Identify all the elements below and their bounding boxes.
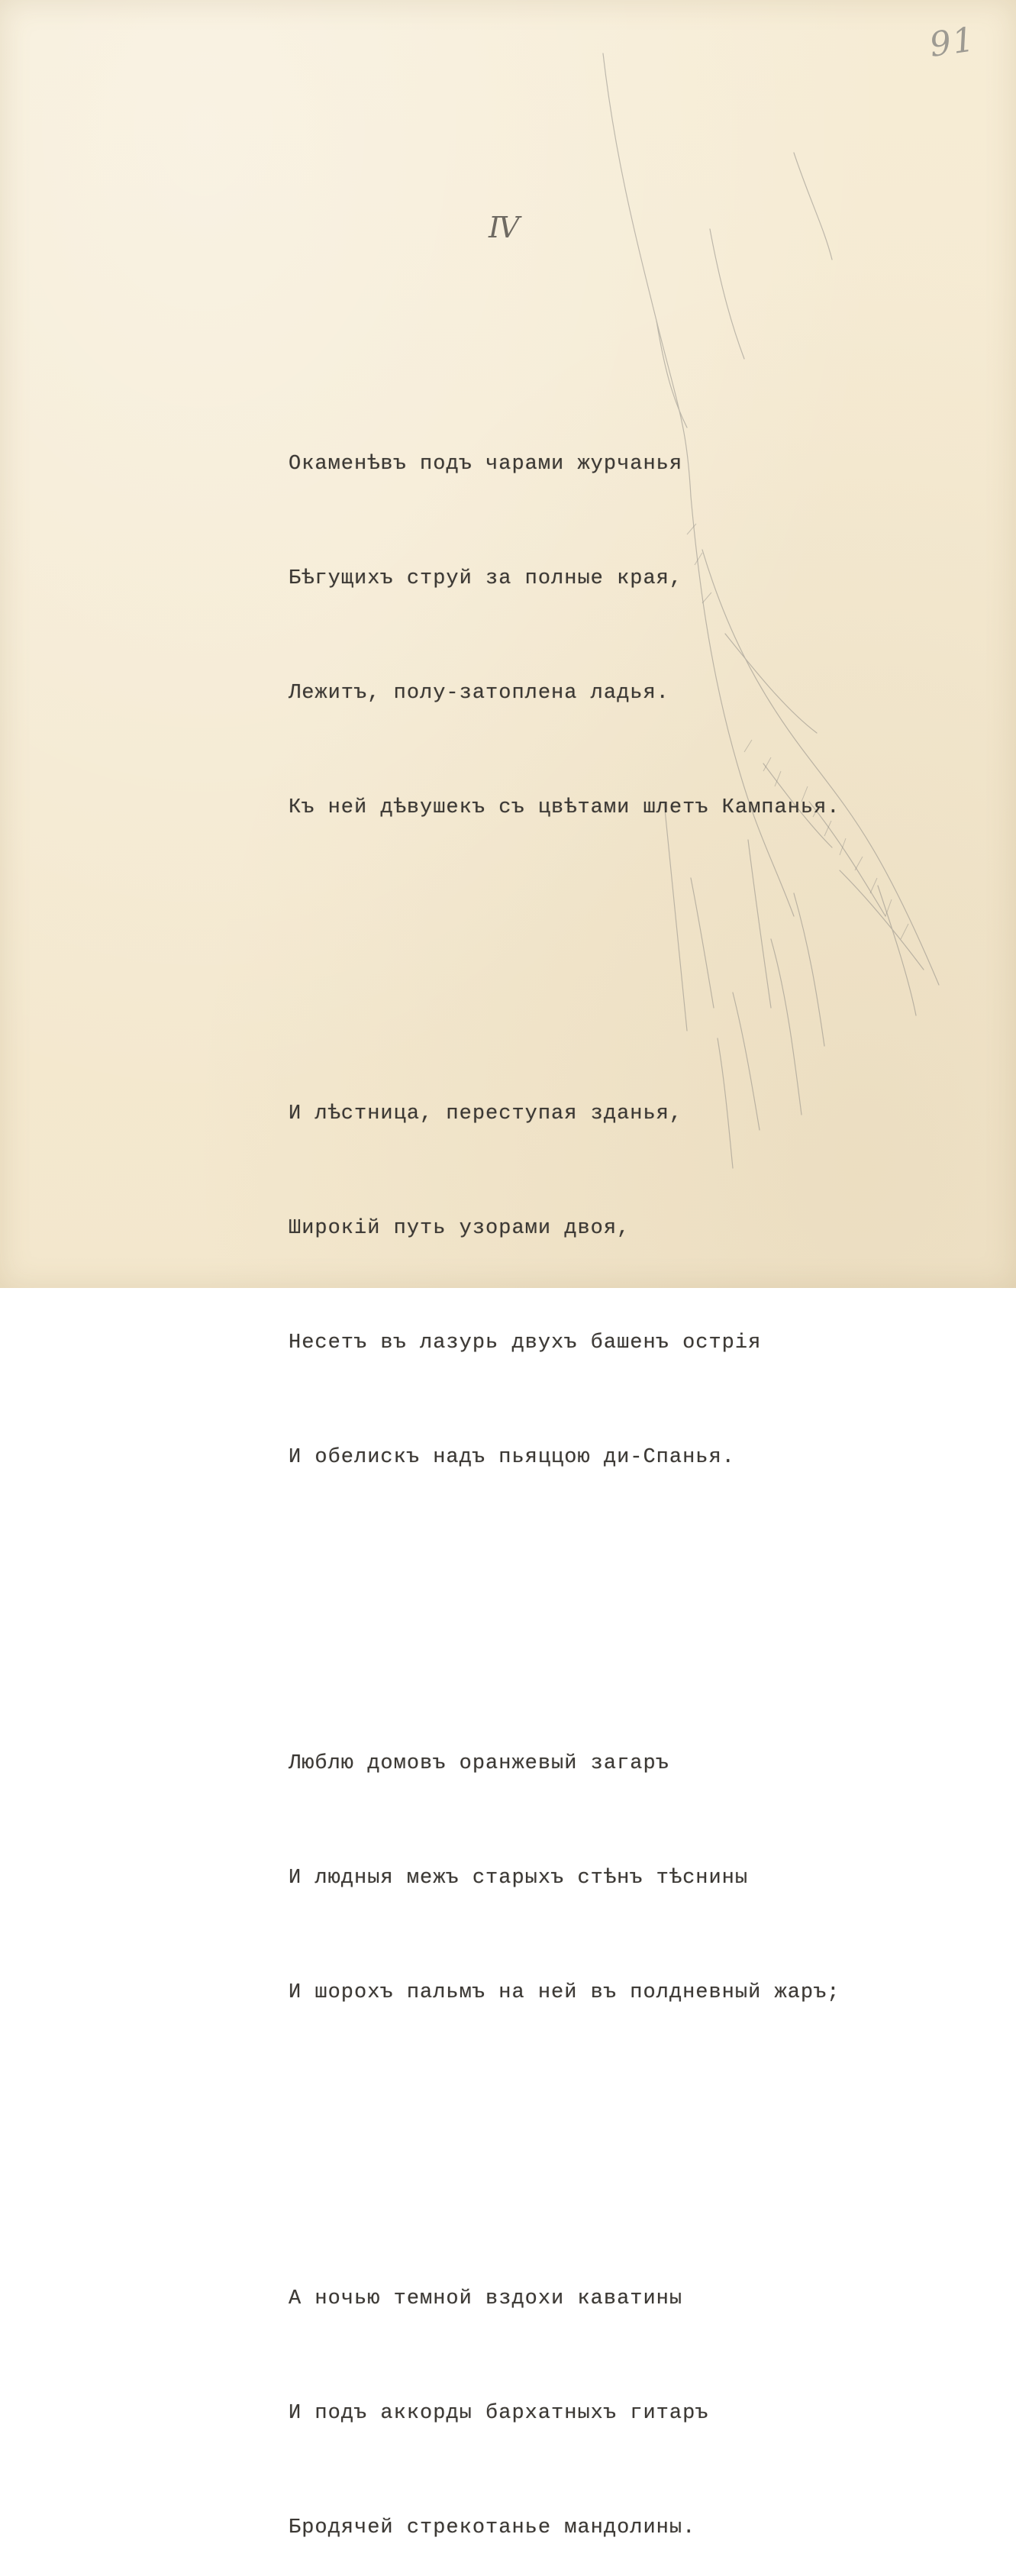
poem-line: Бродячей стрекотанье мандолины. bbox=[289, 2516, 696, 2539]
stanza bbox=[289, 369, 840, 903]
poem-line: Широкій путь узорами двоя, bbox=[289, 1217, 631, 1240]
poem-line: Окаменѣвъ подъ чарами журчанья bbox=[289, 453, 683, 476]
poem-line: А ночью темной вздохи каватины bbox=[289, 2287, 683, 2310]
poem-line: И шорохъ пальмъ на ней въ полдневный жаръ; bbox=[289, 1981, 840, 2004]
poem-line: И обелискъ надъ пьяццою ди-Спанья. bbox=[289, 1446, 735, 1469]
poem-line: И подъ аккорды бархатныхъ гитаръ bbox=[289, 2402, 709, 2425]
poem-line: Къ ней дѣвушекъ съ цвѣтами шлетъ Кампанья. bbox=[289, 796, 840, 819]
stanza bbox=[289, 2203, 840, 2576]
poem-line: И людныя межъ старыхъ стѣнъ тѣснины bbox=[289, 1867, 749, 1890]
stanza bbox=[289, 1668, 840, 2088]
poem-line: Люблю домовъ оранжевый загаръ bbox=[289, 1752, 669, 1775]
poem-line: И лѣстница, переступая зданья, bbox=[289, 1102, 683, 1125]
poem bbox=[289, 292, 840, 2576]
poem-line: Лежитъ, полу-затоплена ладья. bbox=[289, 682, 669, 705]
stanza bbox=[289, 1018, 840, 1553]
poem-line: Бѣгущихъ струй за полные края, bbox=[289, 567, 683, 590]
poem-line: Несетъ въ лазурь двухъ башенъ острія bbox=[289, 1332, 762, 1354]
section-numeral: IV bbox=[489, 211, 518, 244]
page-number: 91 bbox=[927, 20, 979, 65]
